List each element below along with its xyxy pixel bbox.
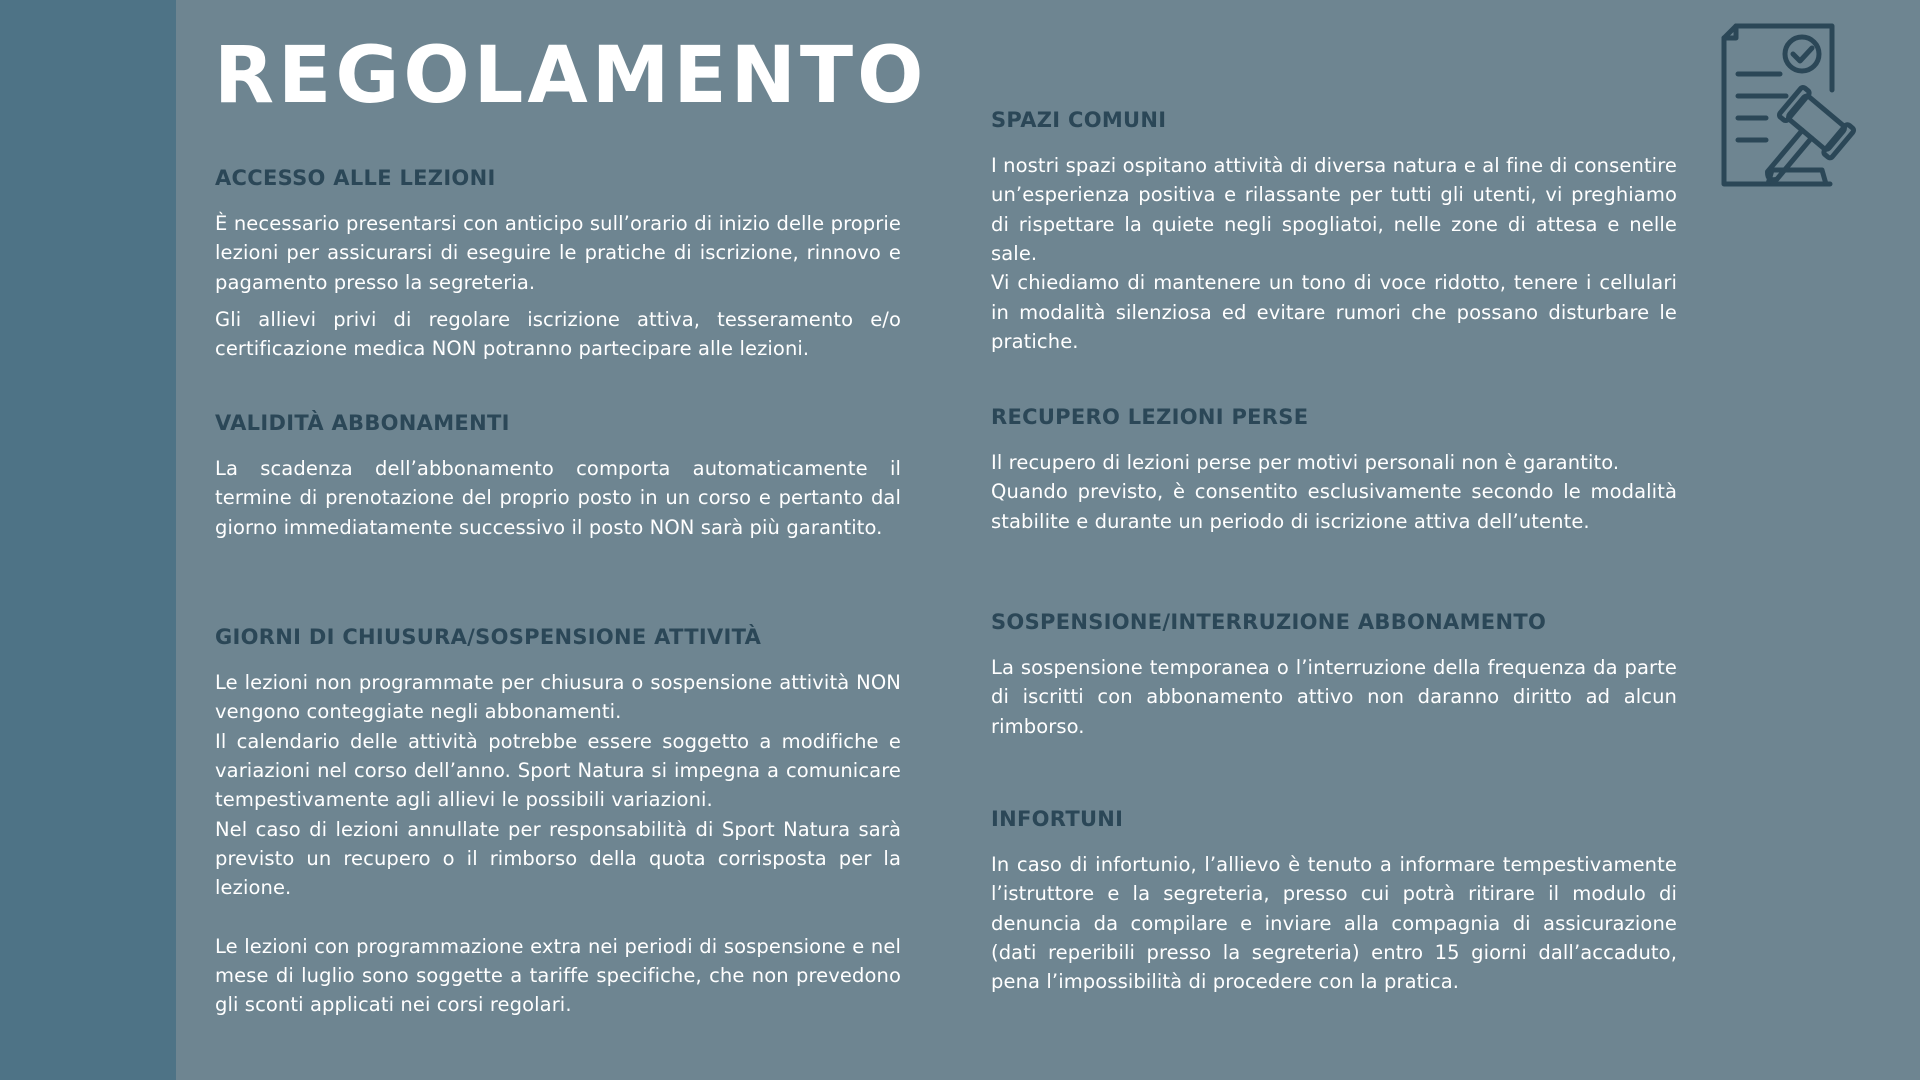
section-paragraph: Quando previsto, è consentito esclusivamente secondo le modalità stabilite e durante un periodo di iscrizione attiva dell’utente. [991,480,1677,533]
section-paragraph: Vi chiediamo di mantenere un tono di voce ridotto, tenere i cellulari in modalità silenziosa ed evitare rumori che possano disturbare le pratiche. [991,271,1677,353]
section-heading: SOSPENSIONE/INTERRUZIONE ABBONAMENTO [991,610,1547,634]
section-giorni-di-chiusura [215,625,901,1019]
section-spazi-comuni [991,108,1677,356]
section-paragraph: Nel caso di lezioni annullate per responsabilità di Sport Natura sarà previsto un recupero o il rimborso della quota corrisposta per la lezione. [215,817,901,900]
section-sospensione-interruzione [991,610,1677,741]
page-title: REGOLAMENTO [214,31,928,121]
section-recupero-lezioni-perse [991,405,1677,536]
section-heading: VALIDITÀ ABBONAMENTI [215,411,510,435]
section-paragraph: Le lezioni non programmate per chiusura o sospensione attività NON vengono conteggiate negli abbonamenti. [215,671,901,724]
legal-document-gavel-icon [1716,20,1898,196]
section-validita-abbonamenti [215,411,901,542]
section-heading: ACCESSO ALLE LEZIONI [215,166,496,190]
section-heading: GIORNI DI CHIUSURA/SOSPENSIONE ATTIVITÀ [215,625,762,649]
section-heading: INFORTUNI [991,807,1124,831]
side-band [0,0,176,1080]
section-paragraph: È necessario presentarsi con anticipo sull’orario di inizio delle proprie lezioni per assicurarsi di eseguire le pratiche di iscrizione, rinnovo e pagamento presso la segreteria. [215,212,901,294]
section-paragraph: Gli allievi privi di regolare iscrizione attiva, tesseramento e/o certificazione medica NON potranno partecipare alle lezioni. [215,308,901,361]
section-paragraph: La sospensione temporanea o l’interruzione della frequenza da parte di iscritti con abbonamento attivo non daranno diritto ad alcun rimborso. [991,656,1677,738]
section-paragraph: Il calendario delle attività potrebbe essere soggetto a modifiche e variazioni nel corso dell’anno. Sport Natura si impegna a comunicare tempestivamente agli allievi le possibili variazioni. [215,729,901,812]
section-paragraph: In caso di infortunio, l’allievo è tenuto a informare tempestivamente l’istruttore e la segreteria, presso cui potrà ritirare il modulo di denuncia da compilare e inviare alla compagnia di assicurazione (dati reperibili presso la segreteria) entro 15 giorni dall’accaduto, pena l’impossibilità di procedere con la pratica. [991,853,1677,994]
section-paragraph: Le lezioni con programmazione extra nei periodi di sospensione e nel mese di luglio sono soggette a tariffe specifiche, che non prevedono gli sconti applicati nei corsi regolari. [215,934,901,1017]
section-heading: SPAZI COMUNI [991,108,1167,132]
section-heading: RECUPERO LEZIONI PERSE [991,405,1309,429]
section-paragraph: I nostri spazi ospitano attività di diversa natura e al fine di consentire un’esperienza positiva e rilassante per tutti gli utenti, vi preghiamo di rispettare la quiete negli spogliatoi, nelle zone di attesa e nelle sale. [991,154,1677,266]
section-accesso-alle-lezioni [215,166,901,364]
section-infortuni [991,807,1677,997]
section-paragraph: Il recupero di lezioni perse per motivi personali non è garantito. [991,451,1620,475]
section-paragraph: La scadenza dell’abbonamento comporta automaticamente il termine di prenotazione del proprio posto in un corso e pertanto dal giorno immediatamente successivo il posto NON sarà più garantito. [215,457,901,539]
